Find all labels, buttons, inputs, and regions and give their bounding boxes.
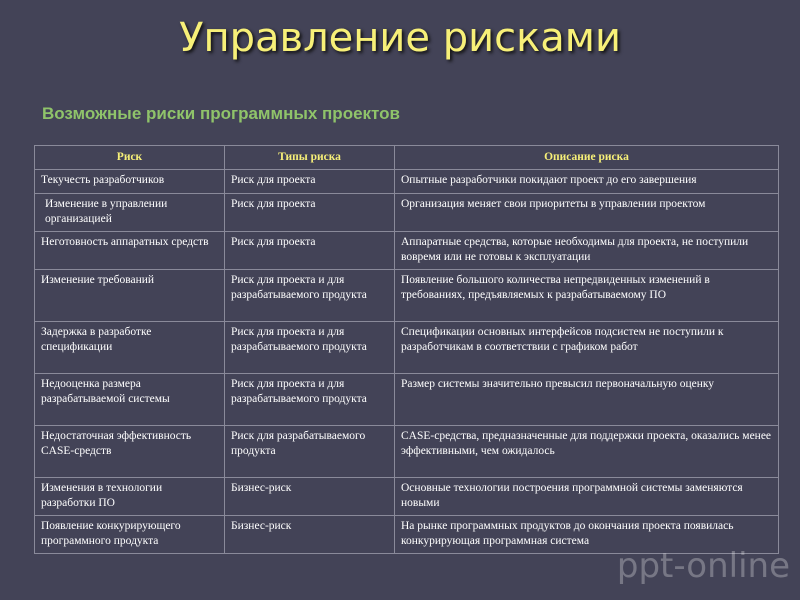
cell-risk-type: Риск для проекта и для разрабатываемого продукта (225, 270, 395, 322)
cell-risk-description: Размер системы значительно превысил первоначальную оценку (395, 374, 779, 426)
table-header-row (35, 146, 779, 170)
cell-risk: Изменение требований (35, 270, 225, 322)
cell-risk-description: Основные технологии построения программной системы заменяются новыми (395, 478, 779, 516)
cell-risk: Появление конкурирующего программного продукта (35, 516, 225, 554)
cell-risk: Изменение в управлении организацией (35, 194, 225, 232)
table-row (35, 516, 779, 554)
table-row (35, 322, 779, 374)
cell-risk: Задержка в разработке спецификации (35, 322, 225, 374)
cell-risk: Изменения в технологии разработки ПО (35, 478, 225, 516)
cell-risk-description: Организация меняет свои приоритеты в управлении проектом (395, 194, 779, 232)
cell-risk-type: Риск для проекта и для разрабатываемого продукта (225, 322, 395, 374)
table-row (35, 232, 779, 270)
cell-risk-type: Риск для проекта (225, 232, 395, 270)
cell-risk: Недооценка размера разрабатываемой системы (35, 374, 225, 426)
watermark: ppt-online (616, 546, 790, 586)
cell-risk-description: Опытные разработчики покидают проект до его завершения (395, 170, 779, 194)
header-risk-description: Описание риска (395, 146, 779, 170)
cell-risk-type: Бизнес-риск (225, 516, 395, 554)
cell-risk-description: Спецификации основных интерфейсов подсистем не поступили к разработчикам в соответствии с графиком работ (395, 322, 779, 374)
cell-risk-type: Риск для проекта (225, 194, 395, 232)
table-row (35, 478, 779, 516)
cell-risk: Неготовность аппаратных средств (35, 232, 225, 270)
risk-table (34, 145, 779, 554)
table-row (35, 170, 779, 194)
header-risk-type: Типы риска (225, 146, 395, 170)
cell-risk-description: CASE-средства, предназначенные для поддержки проекта, оказались менее эффективными, чем ожидалось (395, 426, 779, 478)
cell-risk-description: На рынке программных продуктов до окончания проекта появилась конкурирующая программная система (395, 516, 779, 554)
cell-risk: Недостаточная эффективность CASE-средств (35, 426, 225, 478)
cell-risk-description: Аппаратные средства, которые необходимы для проекта, не поступили вовремя или не готовы к эксплуатации (395, 232, 779, 270)
cell-risk: Текучесть разработчиков (35, 170, 225, 194)
cell-risk-description: Появление большого количества непредвиденных изменений в требованиях, предъявляемых к разрабатываемому ПО (395, 270, 779, 322)
cell-risk-type: Риск для проекта (225, 170, 395, 194)
table-row (35, 426, 779, 478)
table-row (35, 374, 779, 426)
cell-risk-type: Бизнес-риск (225, 478, 395, 516)
slide-title: Управление рисками (179, 15, 621, 61)
cell-risk-type: Риск для проекта и для разрабатываемого продукта (225, 374, 395, 426)
header-risk: Риск (35, 146, 225, 170)
slide-subtitle: Возможные риски программных проектов (42, 104, 400, 123)
cell-risk-type: Риск для разрабатываемого продукта (225, 426, 395, 478)
table-row (35, 270, 779, 322)
table-row (35, 194, 779, 232)
